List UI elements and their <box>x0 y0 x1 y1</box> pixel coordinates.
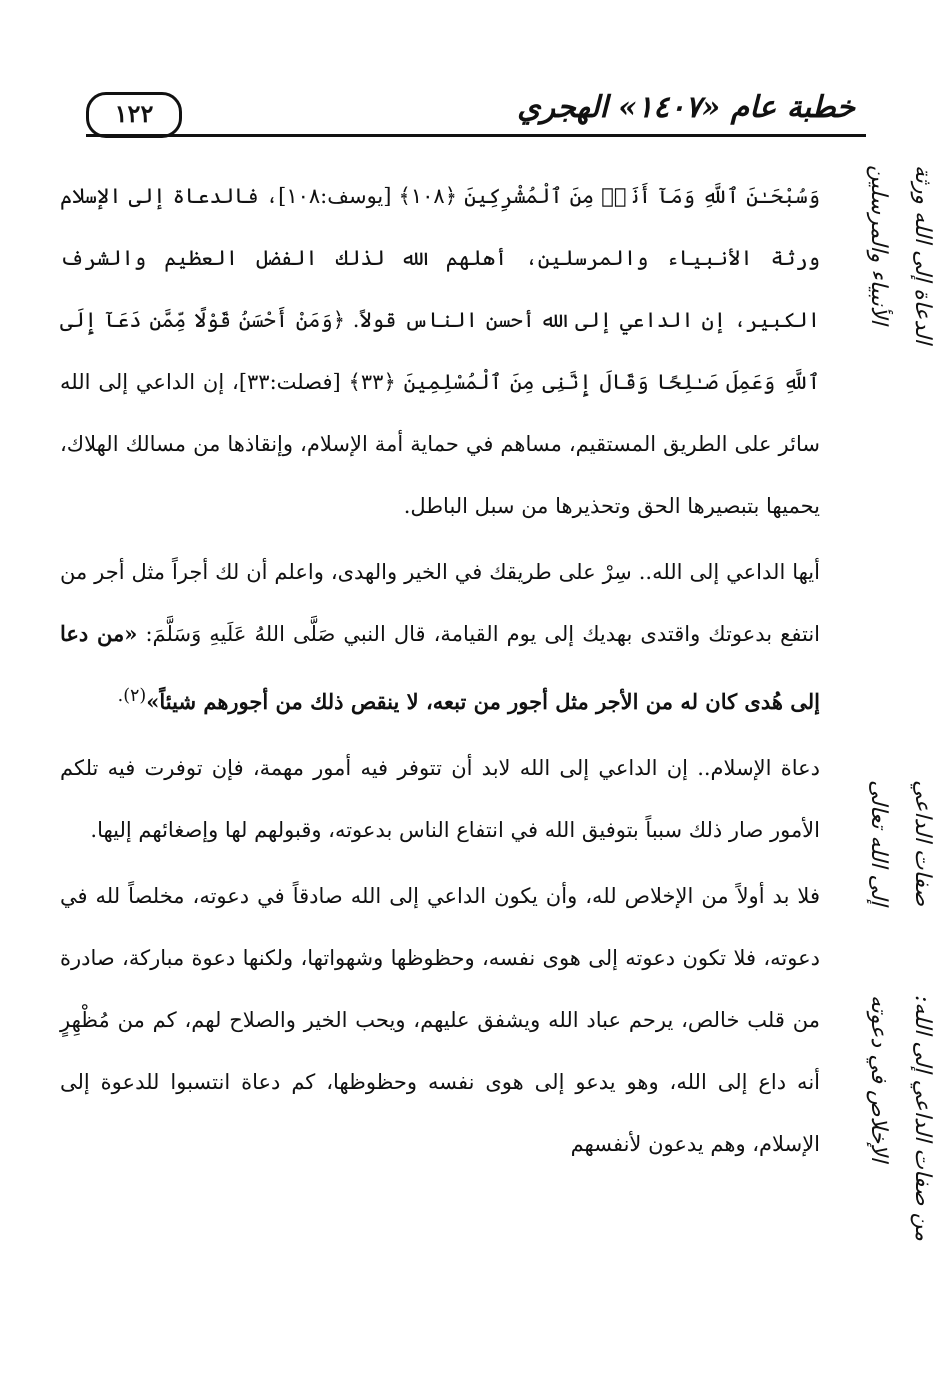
hadith-quote: «من دعا إلى هُدى كان له من الأجر مثل أجور من تبعه، لا ينقص ذلك من أجورهم شيئاً» <box>60 621 820 714</box>
paragraph-2-text: أيها الداعي إلى الله.. سِرْ على طريقك في الخير والهدى، واعلم أن لك أجراً مثل أجر من انتفع بدعوتك واقتدى بهديك إلى يوم القيامة، قال النبي صَلَّى اللهُ عَلَيهِ وَسَلَّمَ: <box>60 560 820 646</box>
footnote-ref: (٢). <box>117 686 147 706</box>
paragraph-2 <box>60 541 820 733</box>
margin-note-1-line1: الدعاة إلى الله ورثة <box>910 165 935 344</box>
header-rule <box>86 134 866 137</box>
margin-note-3 <box>823 995 938 1305</box>
margin-note-3-line1: من صفات الداعي إلى الله: <box>910 995 935 1242</box>
margin-note-1-line2: الأنبياء والمرسلين <box>866 165 891 325</box>
running-title: خطبة عام «١٤٠٧» الهجري <box>517 90 855 125</box>
page-header <box>0 0 950 140</box>
margin-note-2-line2: إلى الله تعالى <box>866 780 891 906</box>
margin-note-2-line1: صفات الداعي <box>910 780 935 907</box>
paragraph-4: فلا بد أولاً من الإخلاص لله، وأن يكون الداعي إلى الله صادقاً في دعوته، مخلصاً لله في دعوته، فلا تكون دعوته إلى هوى نفسه، وحظوظها وشهواتها، ولكنها دعوة مباركة، صادرة من قلب خالص، يرحم عباد الله ويشفق عليهم، ويحب الخير والصلاح لهم، كم من مُظْهِرٍ أنه داع إلى الله، وهو يدعو إلى هوى نفسه وحظوظها، كم دعاة انتسبوا للدعوة إلى الإسلام، وهم يدعون لأنفسهم <box>60 884 820 1156</box>
margin-note-1 <box>823 165 938 365</box>
page-number: ١٢٢ <box>86 92 182 138</box>
margin-note-2 <box>823 780 938 980</box>
main-text <box>60 165 820 1175</box>
paragraph-1: وَسُبْحَـٰنَ ٱللَّهِ وَمَآ أَنَا۠ مِنَ ٱلْمُشْرِكِينَ ﴿١٠٨﴾ [يوسف:١٠٨]، فالدعاة إلى الإسلام ورثة الأنبياء والمرسلين، أهلهم الله لذلك الفضل العظيم والشرف الكبير، إن الداعي إلى الله أحسن الناس قولاً. ﴿وَمَنْ أَحْسَنُ قَوْلًا مِّمَّن دَعَآ إِلَى ٱللَّهِ وَعَمِلَ صَـٰلِحًا وَقَالَ إِنَّنِى مِنَ ٱلْمُسْلِمِينَ ﴿٣٣﴾ [فصلت:٣٣]، إن الداعي إلى الله سائر على الطريق المستقيم، مساهم في حماية أمة الإسلام، وإنقاذها من مسالك الهلاك، يحميها بتبصيرها الحق وتحذيرها من سبل الباطل. <box>60 184 820 518</box>
margin-note-3-line2: الإخلاص في دعوته <box>866 995 891 1163</box>
paragraph-3: دعاة الإسلام.. إن الداعي إلى الله لابد أن تتوفر فيه أمور مهمة، فإن توفرت فيه تلكم الأمور صار ذلك سبباً بتوفيق الله في انتفاع الناس بدعوته، وقبولهم لها وإصغائهم إليها. <box>60 756 820 842</box>
